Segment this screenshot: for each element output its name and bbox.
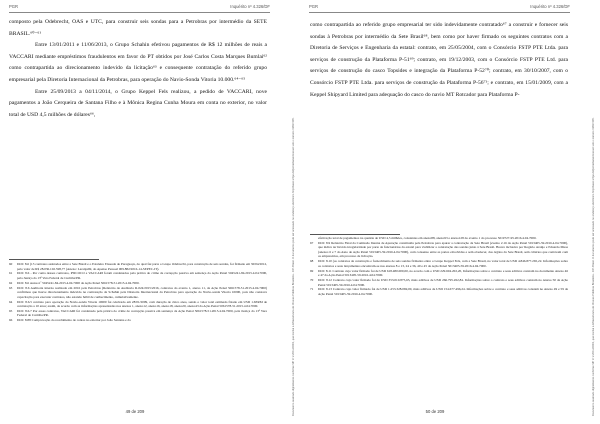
footnote — [9, 286, 267, 300]
footnotes — [310, 236, 568, 297]
footnote-number: 60 — [9, 262, 13, 266]
footnote-number: 68 — [310, 259, 314, 264]
footnote-text: DOC 8.6.7 Por esses contratos, VACCARI foi condenado pela prática do crime de corrupção passiva em sentença da Ação Penal 5061578-51.2015.4.04.7000, pela Justiça da 13ª Vara Federal de Curitiba/PR. — [17, 308, 267, 318]
footnote-number — [310, 236, 318, 241]
footnote — [9, 309, 267, 318]
footnote-number: 61 — [9, 271, 13, 276]
footnote-text: DOC 8.6.5 contrato para operação do Navio-sonda Vitoria 10000 foi celebrado em 28/01/2009, com duração de cinco anos, sendo o valor total estimado fixado em USD 1.6ERM de contratação a 10 anos; assim, de acordo com as informações apresentadas nos anexos 1, anexo12, anexo16, anexo18, anexo20, anexo43 da Ação Penal 5061578-51.2015.4.04.7000. — [17, 299, 267, 309]
header-rule — [9, 12, 270, 13]
footnote-number: 69 — [310, 268, 314, 273]
footnote — [9, 300, 267, 309]
page-header — [309, 3, 590, 15]
footnote-text: efetivação total de pagamentos na quantia de USD 4,5 milhões, constantes em anexo88, anexo93 e anexo128 do evento 1 do processo 5019727-95.2016.4.04.7000. — [318, 236, 537, 240]
header-rule — [309, 12, 570, 13]
page-header — [9, 3, 290, 15]
footnote-text: DOC 8.11 Contrato cujo valor firmado foi de USD 618.480.000,00, no acordo com o USD 229.604.202,20, Informações sobre o contrato e seus aditivos constam no documento Anexo 46 e 47 da Ação Penal 5013405-59.2016.4.04.7000. — [318, 268, 568, 278]
footnote — [9, 271, 267, 280]
header-case-number: Inquérito nº 4.326/DF — [230, 4, 270, 9]
footnote-number: 66 — [9, 318, 13, 323]
footnote — [310, 278, 568, 287]
footnote-number: 70 — [310, 278, 314, 283]
stamp-text: Documento assinado digitalmente conforme MP nº 2.200-2/2001, que institui a Infraestrutura de Chaves Públicas Brasileira - ICP-Brasil. O documento pode ser acessado no endereço eletrônico http://www.stf.jus.br/portal/autenticacao/ sob o número 13637405. — [592, 117, 595, 416]
footnote — [310, 269, 568, 278]
footnote-text: DOC 8.12 Contrato cujo valor firmado foi de USD 353.010.875,63, mais aditivos de USD 266.795.262,84. Informações sobre o contrato e seus aditivos constam no Anexo 50 da Ação Penal 5013405-59.2016.4.04.7000. — [318, 278, 568, 287]
footnote-text: DOC 8.6 Auditoria interna realizada em 2016 pela Petrobras (Relatório de Auditoria R-024/2015/2016, contratos do evento 1, anexo 11, da Ação Penal 5061578-51.2015.4.04.7000) confirmou que houve direcionamento indevido na contratação da Schahin pela Diretoria Internacional da Petrobras para operação do Navio-sonda Vitoria 10000, pois não constava capacitação para executar contratos, não estando hábil de conhecimento, cumulativamente. — [17, 285, 267, 299]
footnote-number: 67 — [310, 240, 314, 245]
footnote — [310, 241, 568, 259]
footnote-text: DOC 8.6 (13 contratos assinados entre a Sete Brasil e o Estaleiro Enseada do Paraguaçu, do qual faz parte o Grupo Odebrecht, para construção de seis sondas, foi firmado em 30/04/2012, pelo valor de R$ 28.036.102.598,77 (Anexo: Laranja69, do Apenso Pessoal 009.882/2016-14-SEPEC-IT). — [17, 262, 267, 271]
signature-stamp — [286, 36, 295, 416]
footnote-number: 71 — [310, 287, 314, 292]
footnote — [310, 236, 568, 241]
body-text — [310, 20, 568, 101]
footnote — [310, 259, 568, 268]
page-number: 50 de 209 — [425, 409, 445, 414]
paragraph: Entre 25/09/2013 a 04/11/2014, o Grupo Keppel Fels realizou, a pedido de VACCARI, nove pagamentos a João Cerqueira de Santana Filho e à Mônica Regina Cunha Moura em conta no exterior, no valor total de USD 4,5 milhões de dólares⁶⁶, — [9, 88, 267, 118]
footnote-text: DOC 8.6 Autos nº 5045241-84.2015.4.04.7000 da Ação Penal 5061578-51.2015.4.04.7000. — [17, 280, 140, 285]
footnote-number: 65 — [9, 308, 13, 313]
footnote-number: 64 — [9, 299, 13, 304]
footnote-text: DOC 8.88 Comprovação do recebimento de contas no exterior por João Santana e da — [17, 318, 131, 323]
body-text — [9, 17, 267, 121]
footnote — [9, 262, 267, 271]
header-org: PGR — [309, 4, 319, 9]
paragraph: Entre 13/01/2011 e 11/06/2013, o Grupo Schahin efetivou pagamentos de R$ 12 milhões de reais a VACCARI mediante empréstimos fraudulentos em favor do PT obtidos por José Carlos Costa Marques Bumlai⁶² como contrapartida ao direcionamento indevido da licitação⁶³ e consequente contratação do referido grupo empresarial pela Diretoria Internacional da Petrobras, para operação do Navio-Sonda Vitoria 10.000.⁶⁴⁻⁶⁵ — [9, 42, 267, 83]
footnote-separator — [9, 259, 99, 260]
footnote-text: DOC 8.10 (os contratos de construção e fornecimento de seis sondas firmados entre o Grupo Keppel Fels, com a Sete Brasil, no valor total de USD 4.846.877.265,22. Informações sobre os contratos e seus lançamentos encontram-se nos anexos 8 e 13, 24 e 36, 40 e 45 da Ação Penal 5013405-59.2016.4.04.7000. — [318, 259, 568, 268]
paragraph: composto pela Odebrecht, OAS e UTC, para construir seis sondas para a Petrobras por intermédio da SETE BRASIL.⁶⁰⁻⁶¹ — [9, 19, 267, 37]
paragraph: como contrapartida ao referido grupo empresarial ter sido indevidamente contratado⁶⁷ a construir e fornecer seis sondas à Petrobras por intermédio da Sete Brasil⁶⁸, bem como por haver firmado os seguintes contratos com a Diretoria de Serviços e Engenharia da estatal: contrato, em 25/05/2004, com o Consórcio FSTP PTE Ltda. para serviços de construção da Plataforma P-51⁶⁹; contrato, em 19/12/2003, com o Consórcio FSTP PTE Ltd. para serviços de construção do casco Topsides e integração da Plataforma P-52⁷⁰; contrato, em 30/10/2007, com o Consórcio FSTP PTE Ltda. para serviços de construção da Plataforma P-56⁷¹; e contrato, em 15/01/2009, com a Keppel Shipyard Limited para adequação do casco do navio MT Rotcador para Plataforma P- — [310, 22, 568, 98]
page-50 — [300, 0, 600, 424]
header-case-number: Inquérito nº 4.326/DF — [530, 4, 570, 9]
footnote — [310, 287, 568, 296]
footnote-separator — [310, 234, 400, 235]
footnote — [9, 318, 267, 323]
footnote-number: 63 — [9, 285, 13, 290]
stamp-text: Documento assinado digitalmente conforme MP nº 2.200-2/2001, que institui a Infraestrutura de Chaves Públicas Brasileira - ICP-Brasil. O documento pode ser acessado no endereço eletrônico http://www.stf.jus.br/portal/autenticacao/ sob o número 13637405. — [292, 117, 295, 416]
footnote-text: DOC 8.13 Contrato cujo valor firmado foi de USD 1.253.328.069,00, mais aditivos de USD 154.677.496,24. Informações sobre o contrato e seus aditivos constam no Anexo 49 e 59 da Ação Penal 5013405-59.2016.4.04.7000. — [318, 287, 568, 296]
footnotes — [9, 262, 267, 323]
footnote — [9, 281, 267, 286]
footnote-text: DOC 8.9 Relatório Final da Comissão Interna de Apuração constituída pela Petrobras para apurar a contratação da Sete Brasil (evento 2.16 da Ação Penal 5013405-59.2016.4.04.7000), que indica ter havido irregularidade por parte de funcionários da estatal para viabilizar a contratação das sondas junto à Sete Brasil. Houve inclusive por Rogério Araújo e Eduardo Musa (anexos 6 e 7 do Auto de Ação Penal 5013405-59.2016.4.04.7000), com consenso entre as partes envolvidas e sem obedecer, dos órgãos da Sete Brasil, sem critérios que contavam com os empresários, em processo de licitação. — [318, 240, 568, 259]
page-number: 49 de 209 — [125, 409, 145, 414]
footnote-number: 62 — [9, 280, 13, 285]
signature-stamp — [586, 36, 595, 416]
header-org: PGR — [9, 4, 19, 9]
footnote-text: DOC 8.6 - Por conta desses contratos, PSICOCO e VACCARI foram condenados pela prática do crime de corrupção passiva em sentença da Ação Penal 5045241-84.2015.4.04.7000, pela Justiça da 13ª Vara Federal de Curitiba/PR. — [17, 271, 267, 280]
